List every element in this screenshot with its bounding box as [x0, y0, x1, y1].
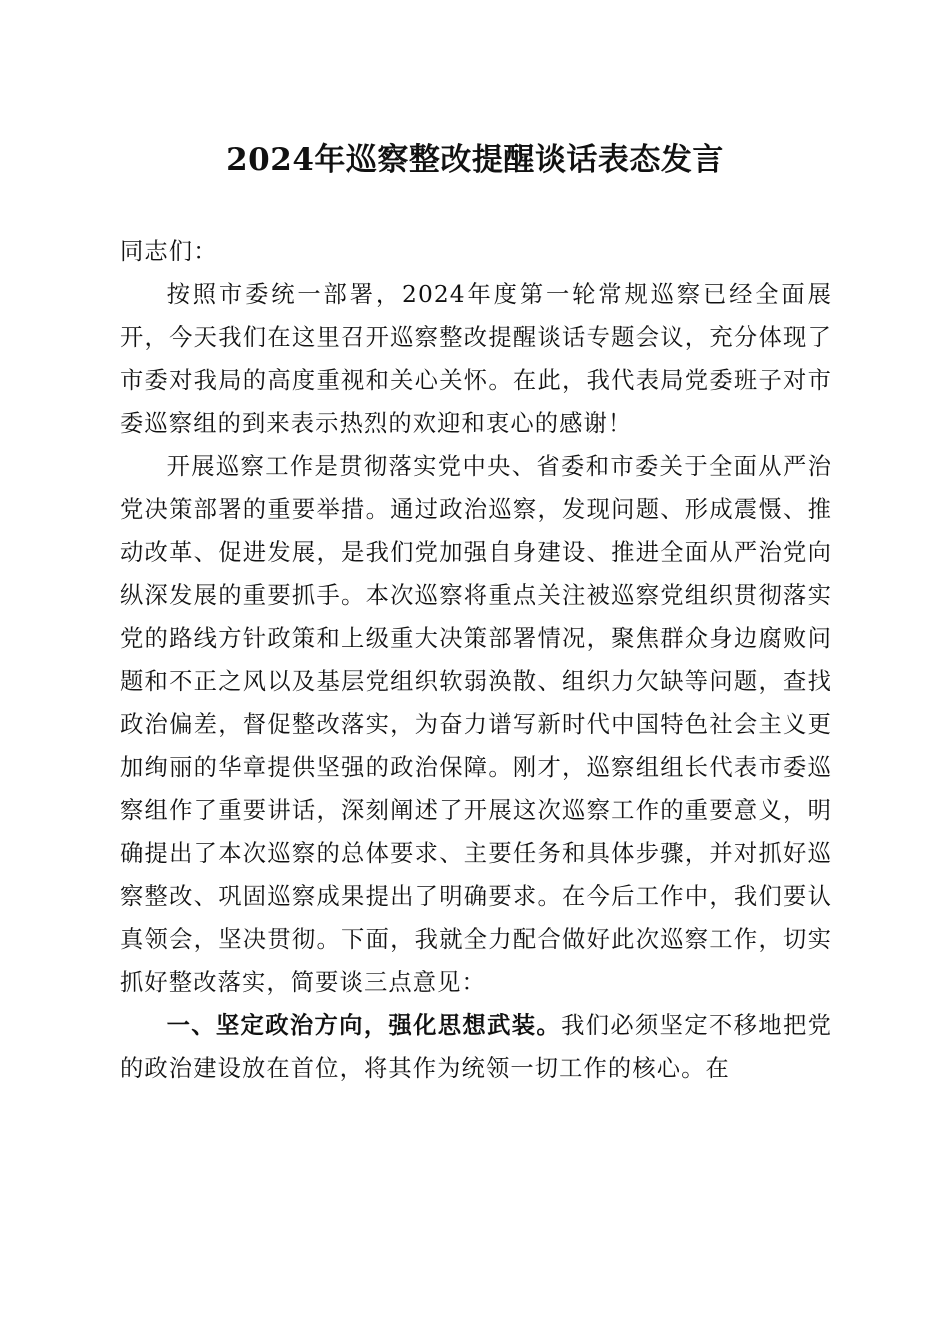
- document-body: [120, 230, 832, 1090]
- paragraph-intro: 按照市委统一部署，2024年度第一轮常规巡察已经全面展开，今天我们在这里召开巡察整改提醒谈话专题会议，充分体现了市委对我局的高度重视和关心关怀。在此，我代表局党委班子对市委巡察组的到来表示热烈的欢迎和衷心的感谢！: [120, 281, 832, 437]
- paragraph-significance: 开展巡察工作是贯彻落实党中央、省委和市委关于全面从严治党决策部署的重要举措。通过政治巡察，发现问题、形成震慑、推动改革、促进发展，是我们党加强自身建设、推进全面从严治党向纵深发展的重要抓手。本次巡察将重点关注被巡察党组织贯彻落实党的路线方针政策和上级重大决策部署情况，聚焦群众身边腐败问题和不正之风以及基层党组织软弱涣散、组织力欠缺等问题，查找政治偏差，督促整改落实，为奋力谱写新时代中国特色社会主义更加绚丽的华章提供坚强的政治保障。刚才，巡察组组长代表市委巡察组作了重要讲话，深刻阐述了开展这次巡察工作的重要意义，明确提出了本次巡察的总体要求、主要任务和具体步骤，并对抓好巡察整改、巩固巡察成果提出了明确要求。在今后工作中，我们要认真领会，坚决贯彻。下面，我就全力配合做好此次巡察工作，切实抓好整改落实，简要谈三点意见：: [120, 453, 832, 996]
- paragraph-section-1: [120, 1004, 832, 1090]
- section-1-text: 我们必须坚定不移地把党的政治建设放在首位，将其作为统领一切工作的核心。在: [120, 1012, 832, 1082]
- section-1-heading: 一、坚定政治方向，强化思想武装。: [166, 1012, 562, 1039]
- salutation: 同志们：: [120, 238, 218, 265]
- document-title: 2024年巡察整改提醒谈话表态发言: [226, 142, 724, 178]
